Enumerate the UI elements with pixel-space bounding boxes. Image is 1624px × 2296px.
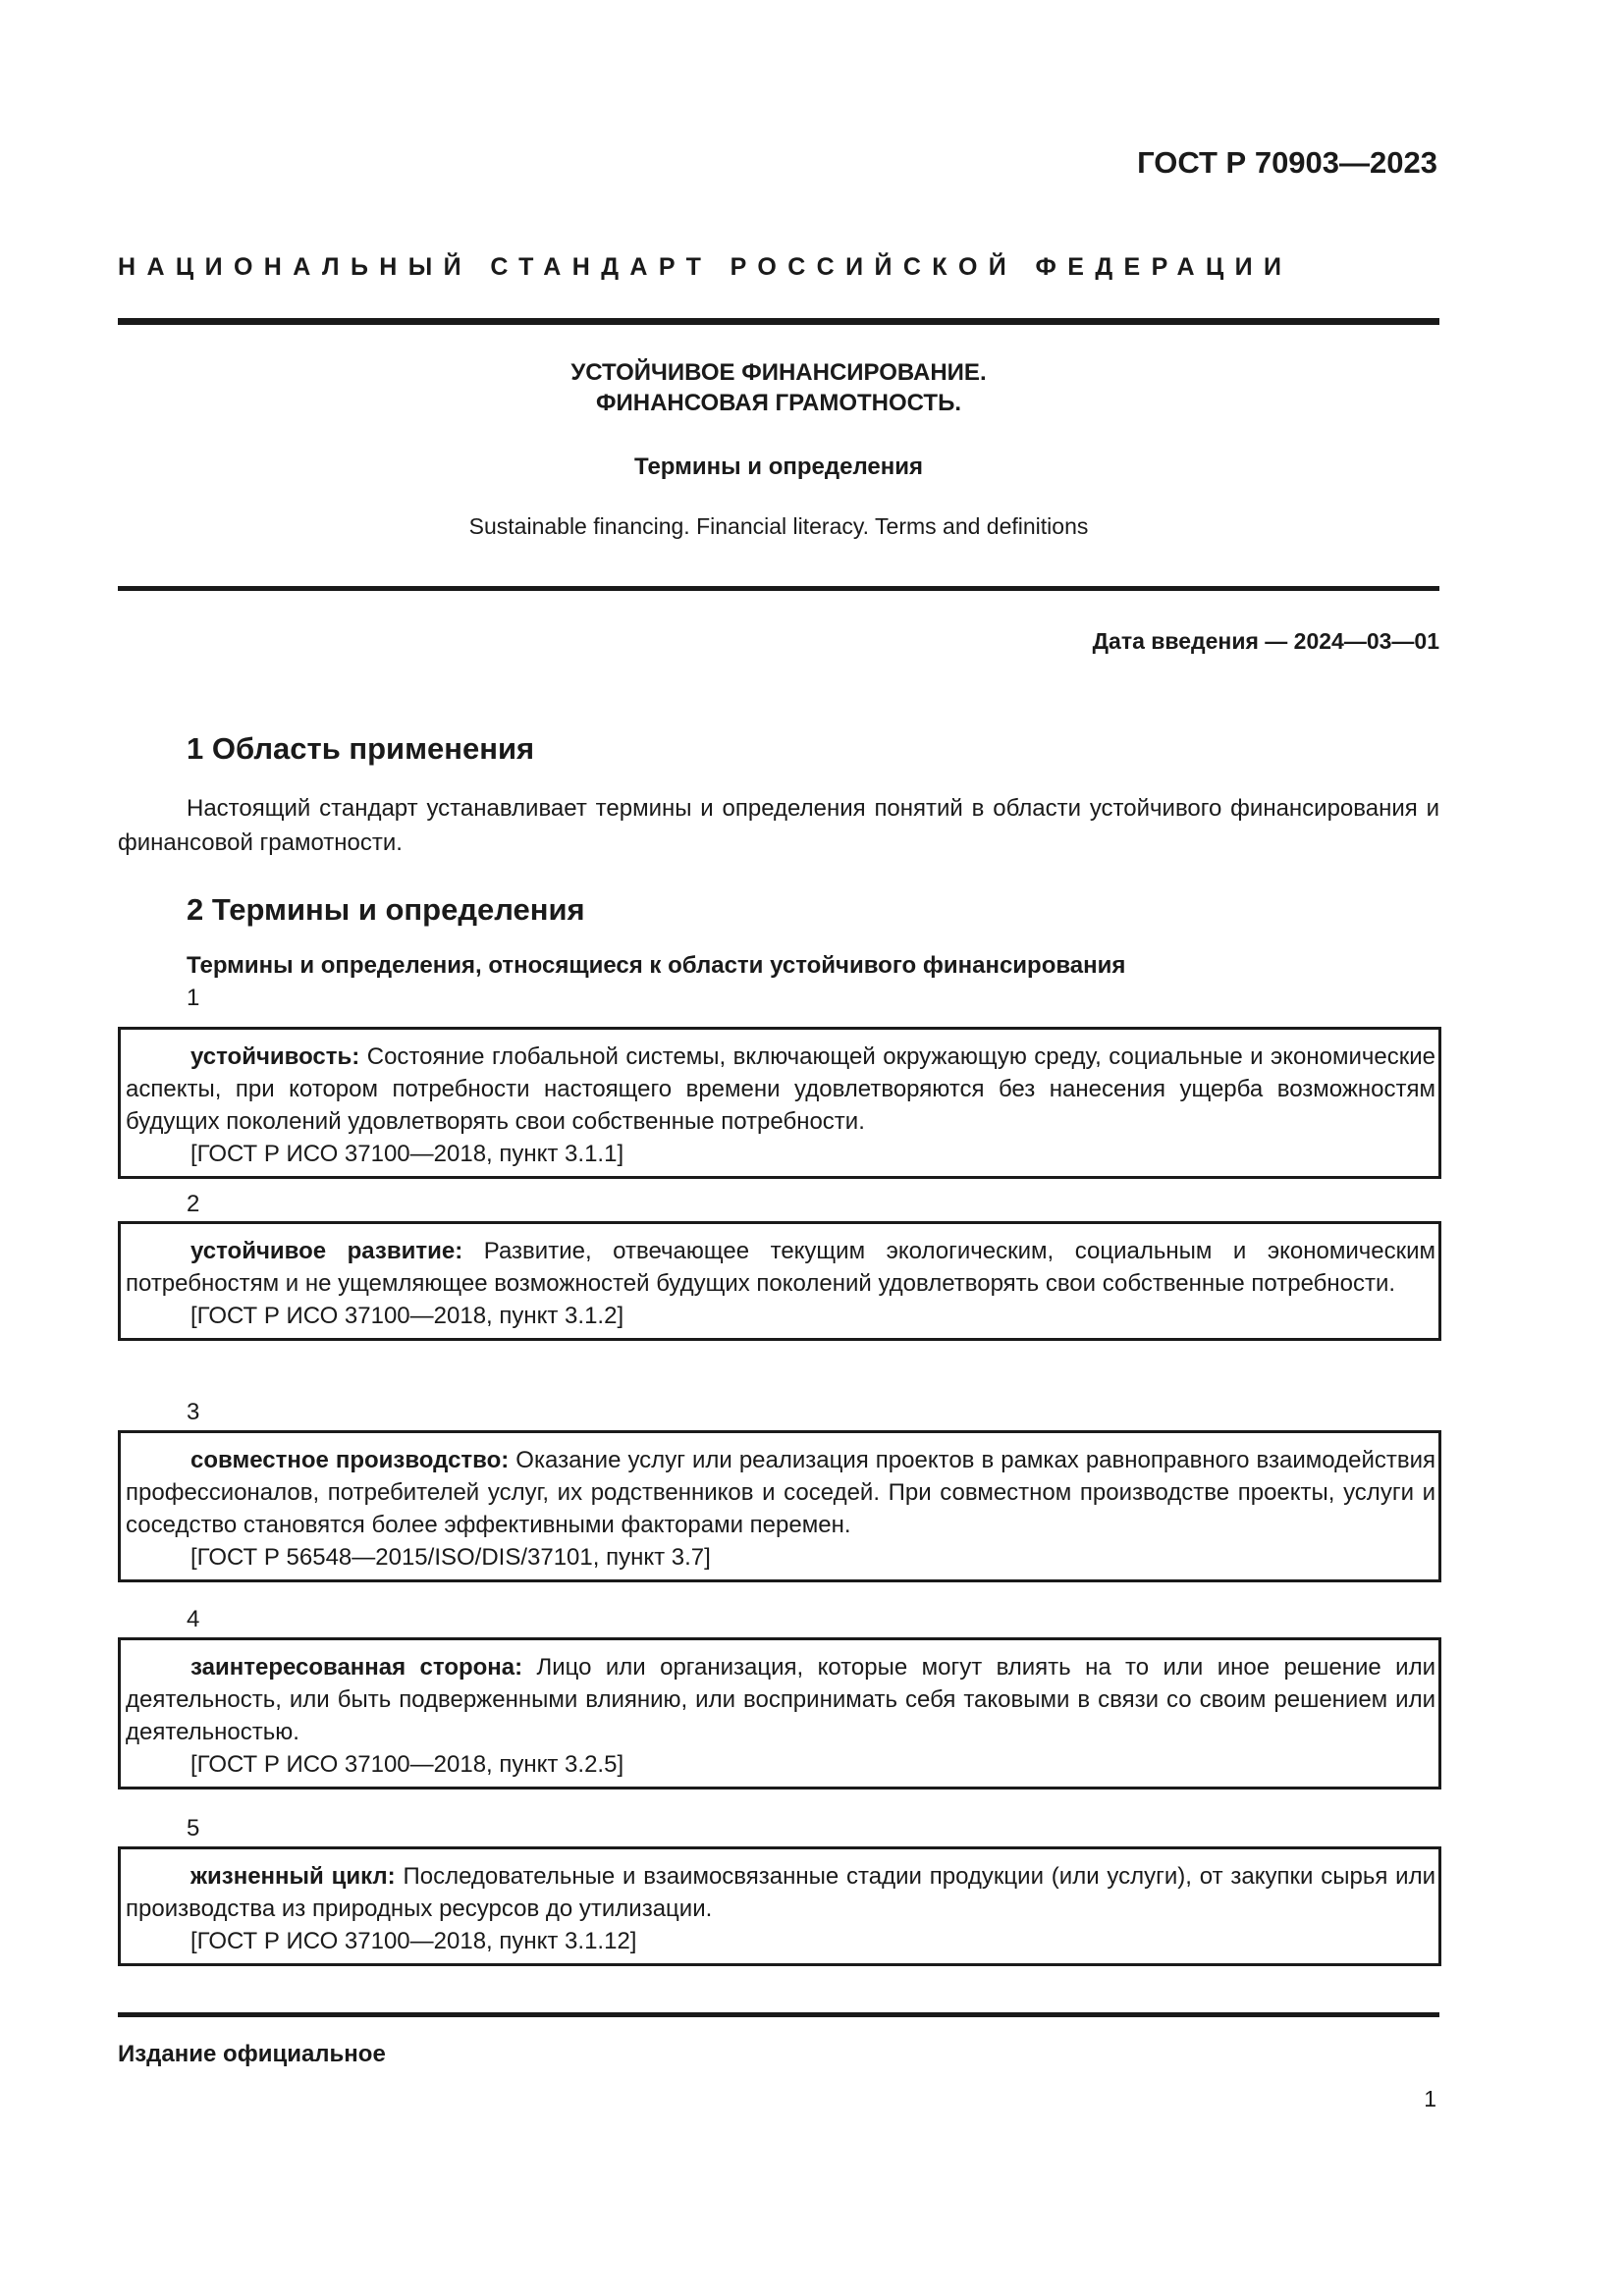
term-source: [ГОСТ Р ИСО 37100—2018, пункт 3.1.1] xyxy=(190,1141,624,1167)
divider xyxy=(118,318,1439,325)
section-heading: 2 Термины и определения xyxy=(187,892,585,927)
term-entry xyxy=(118,1027,1441,1179)
definition-text: Оказание услуг или реализация проектов в рамках равноправного взаимодействия профессионалов, потребителей услуг, их родственников и соседей. При совместном производстве проекты, услуги и соседство становятся более эффективными факторами перемен. xyxy=(126,1447,1435,1538)
term-number: 1 xyxy=(187,985,200,1011)
document-title xyxy=(118,357,1439,418)
term-name: устойчивое развитие: xyxy=(190,1238,463,1264)
subsection-heading: Термины и определения, относящиеся к области устойчивого финансирования xyxy=(187,952,1126,979)
edition-label: Издание официальное xyxy=(118,2041,386,2067)
term-number: 2 xyxy=(187,1191,200,1217)
term-source: [ГОСТ Р ИСО 37100—2018, пункт 3.2.5] xyxy=(190,1751,624,1778)
document-code: ГОСТ Р 70903—2023 xyxy=(1137,145,1437,180)
term-definition xyxy=(126,1444,1435,1541)
definition-text: Развитие, отвечающее текущим экологическим, социальным и экономическим потребностям и не ущемляющее возможностей будущих поколений удовлетворять свои собственные потребности. xyxy=(126,1238,1435,1297)
term-definition xyxy=(126,1041,1435,1138)
divider xyxy=(118,586,1439,591)
title-line: ФИНАНСОВАЯ ГРАМОТНОСТЬ. xyxy=(596,390,961,416)
date-of-introduction: Дата введения — 2024—03—01 xyxy=(1092,628,1439,654)
term-entry xyxy=(118,1430,1441,1582)
definition-text: Последовательные и взаимосвязанные стадии продукции (или услуги), от закупки сырья или производства из природных ресурсов до утилизации. xyxy=(126,1863,1435,1922)
page-number: 1 xyxy=(1424,2086,1436,2111)
english-title: Sustainable financing. Financial literacy. Terms and definitions xyxy=(468,513,1089,539)
term-entry xyxy=(118,1221,1441,1341)
term-number: 4 xyxy=(187,1606,200,1632)
section-paragraph: Настоящий стандарт устанавливает термины и определения понятий в области устойчивого финансирования и финансовой грамотности. xyxy=(118,795,1439,856)
term-number: 5 xyxy=(187,1815,200,1842)
divider xyxy=(118,2012,1439,2017)
term-name: жизненный цикл: xyxy=(190,1863,396,1890)
definition-text: Состояние глобальной системы, включающей окружающую среду, социальные и экономические аспекты, при котором потребности настоящего времени удовлетворяются без нанесения ущерба возможностям будущих поколений удовлетворять свои собственные потребности. xyxy=(126,1043,1435,1135)
term-source: [ГОСТ Р ИСО 37100—2018, пункт 3.1.2] xyxy=(190,1303,624,1329)
definition-text: Лицо или организация, которые могут влиять на то или иное решение или деятельность, или быть подверженными влиянию, или воспринимать себя таковыми в связи со своим решением или деятельностью. xyxy=(126,1654,1435,1745)
title-line: УСТОЙЧИВОЕ ФИНАНСИРОВАНИЕ. xyxy=(570,359,987,386)
term-number: 3 xyxy=(187,1399,200,1425)
document-subtitle: Термины и определения xyxy=(633,454,924,480)
term-definition xyxy=(126,1860,1435,1925)
term-entry xyxy=(118,1846,1441,1966)
term-entry xyxy=(118,1637,1441,1789)
term-name: заинтересованная сторона: xyxy=(190,1654,523,1681)
term-definition xyxy=(126,1235,1435,1300)
term-source: [ГОСТ Р 56548—2015/ISO/DIS/37101, пункт 3.7] xyxy=(190,1544,711,1571)
term-definition xyxy=(126,1651,1435,1748)
term-name: устойчивость: xyxy=(190,1043,360,1070)
section-heading: 1 Область применения xyxy=(187,731,535,766)
term-source: [ГОСТ Р ИСО 37100—2018, пункт 3.1.12] xyxy=(190,1928,637,1954)
national-standard-heading: НАЦИОНАЛЬНЫЙ СТАНДАРТ РОССИЙСКОЙ ФЕДЕРАЦИИ xyxy=(118,253,1293,281)
term-name: совместное производство: xyxy=(190,1447,510,1473)
